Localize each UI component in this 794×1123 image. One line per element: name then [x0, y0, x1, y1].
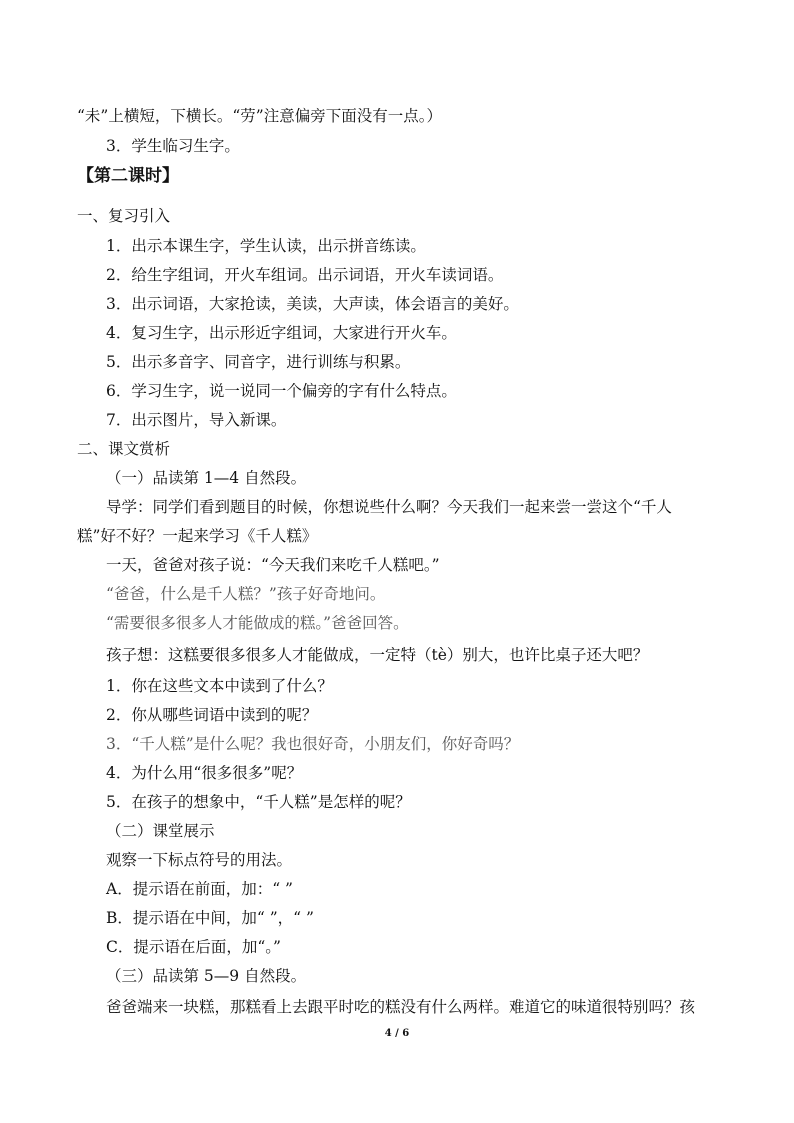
- list-item: 3．出示词语，大家抢读，美读，大声读，体会语言的美好。: [106, 295, 519, 313]
- page-number: 4 / 6: [384, 1028, 410, 1039]
- subsection-heading: （一）品读第 1—4 自然段。: [106, 469, 307, 487]
- list-item: 7．出示图片，导入新课。: [106, 411, 287, 429]
- paragraph-line: 导学：同学们看到题目的时候，你想说些什么啊？今天我们一起来尝一尝这个“千人: [106, 498, 672, 516]
- section-heading: 一、复习引入: [77, 207, 171, 225]
- subsection-heading: （二）课堂展示: [106, 822, 215, 840]
- paragraph-line: “爸爸，什么是千人糕？”孩子好奇地问。: [106, 585, 386, 603]
- list-item: 5．出示多音字、同音字，进行训练与积累。: [106, 353, 411, 371]
- paragraph-line: 糕”好不好？一起来学习《千人糕》: [77, 527, 318, 545]
- section-heading: 【第二课时】: [77, 166, 179, 186]
- paragraph-line: 观察一下标点符号的用法。: [106, 851, 293, 869]
- list-item: 4．复习生字，出示形近字组词，大家进行开火车。: [106, 324, 457, 342]
- paragraph-line: 孩子想：这糕要很多很多人才能做成，一定特（tè）别大，也许比桌子还大吧？: [106, 646, 649, 664]
- list-item: 2．你从哪些词语中读到的呢？: [106, 706, 318, 724]
- list-item: 3．学生临习生字。: [106, 137, 240, 155]
- list-item: 2．给生字组词，开火车组词。出示词语，开火车读词语。: [106, 266, 504, 284]
- paragraph-line: “未”上横短，下横长。“劳”注意偏旁下面没有一点。）: [77, 107, 442, 125]
- paragraph-line: “需要很多很多人才能做成的糕。”爸爸回答。: [106, 614, 409, 632]
- paragraph-line: 爸爸端来一块糕，那糕看上去跟平时吃的糕没有什么两样。难道它的味道很特别吗？孩: [106, 998, 696, 1016]
- list-item: B．提示语在中间，加“ ”，“ ”: [106, 909, 314, 927]
- subsection-heading: （三）品读第 5—9 自然段。: [106, 967, 307, 985]
- section-heading: 二、课文赏析: [77, 440, 171, 458]
- list-item: 6．学习生字，说一说同一个偏旁的字有什么特点。: [106, 382, 457, 400]
- list-item: 1．出示本课生字，学生认读，出示拼音练读。: [106, 237, 426, 255]
- paragraph-line: 一天，爸爸对孩子说：“今天我们来吃千人糕吧。”: [106, 556, 440, 574]
- list-item: 3．“千人糕”是什么呢？我也很好奇，小朋友们，你好奇吗？: [106, 735, 520, 753]
- list-item: 4．为什么用“很多很多”呢？: [106, 764, 303, 782]
- list-item: A．提示语在前面，加：“ ”: [106, 880, 293, 898]
- list-item: 5．在孩子的想象中，“千人糕”是怎样的呢？: [106, 793, 411, 811]
- list-item: C．提示语在后面，加“。”: [106, 938, 281, 956]
- list-item: 1．你在这些文本中读到了什么？: [106, 677, 333, 695]
